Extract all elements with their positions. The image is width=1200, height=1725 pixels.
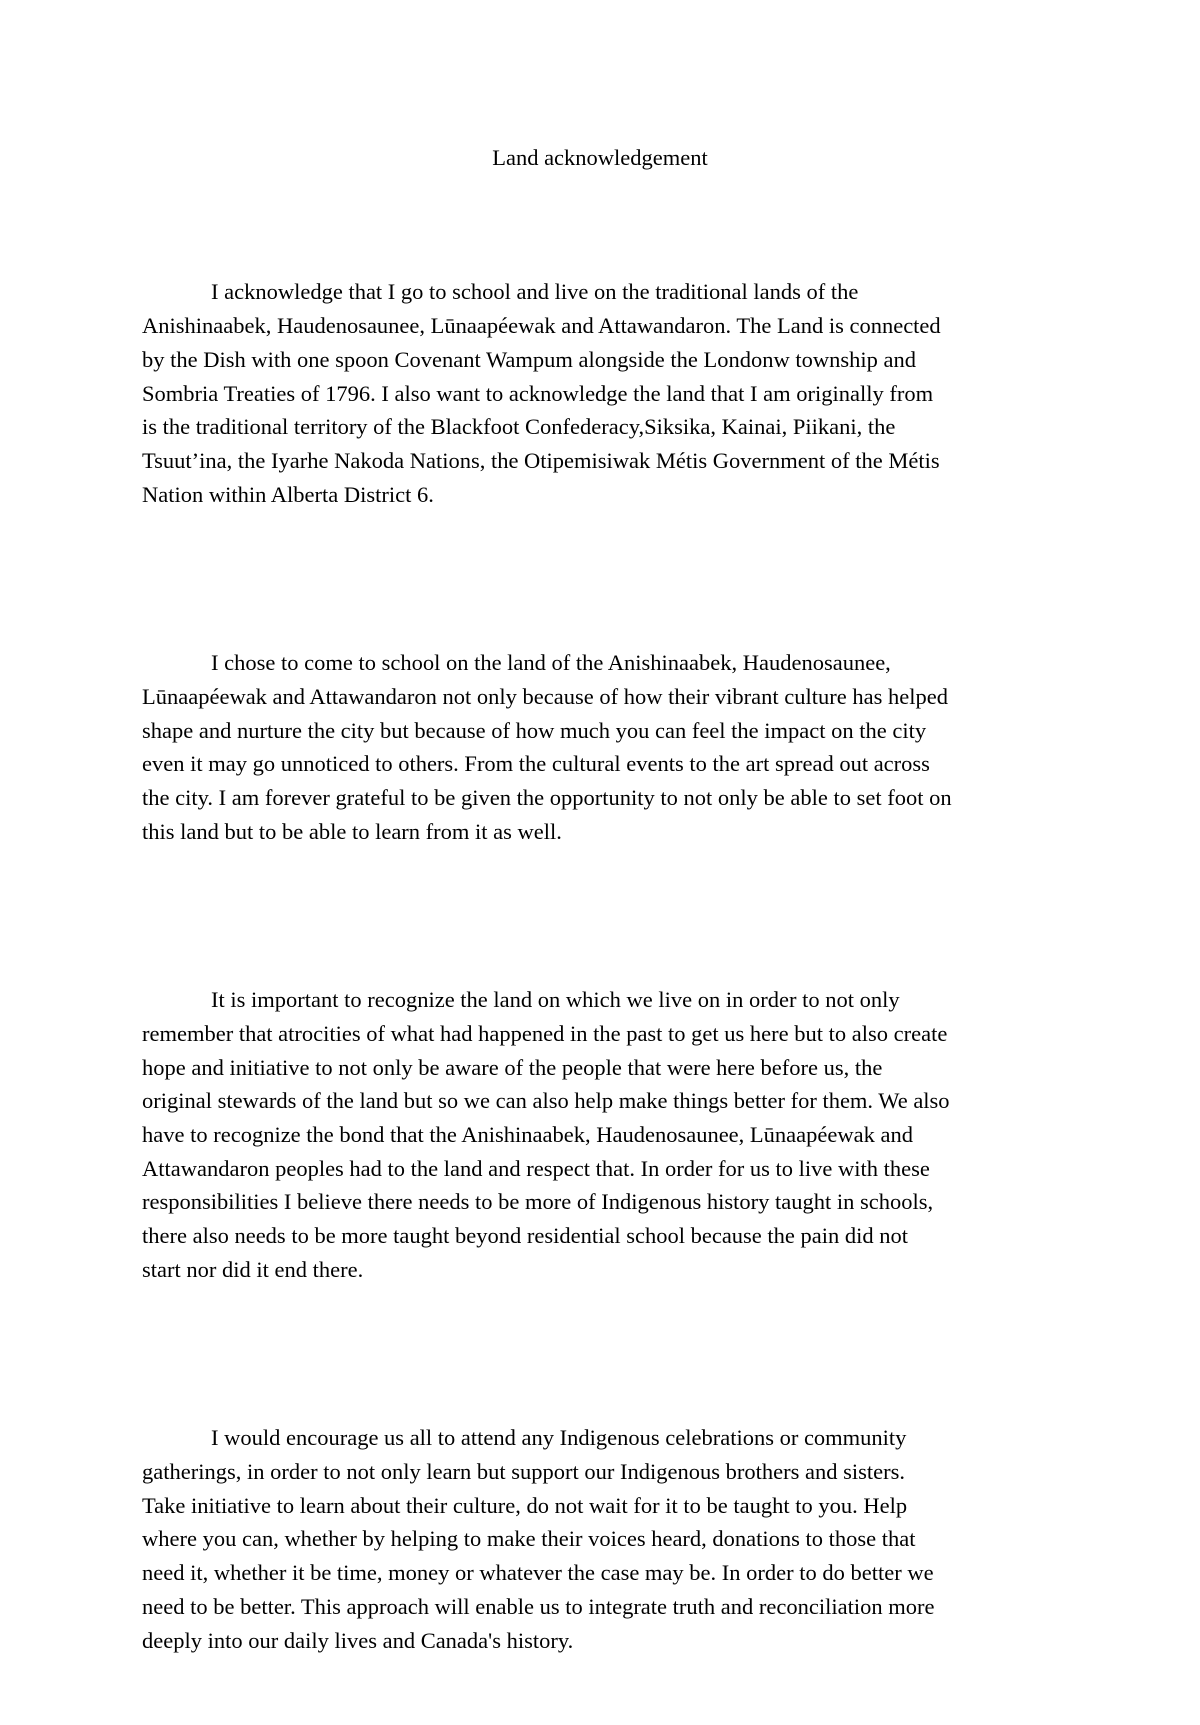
paragraph-line: have to recognize the bond that the Anishinaabek, Haudenosaunee, Lūnaapéewak and xyxy=(142,1121,913,1147)
paragraph-line: Anishinaabek, Haudenosaunee, Lūnaapéewak and Attawandaron. The Land is connected xyxy=(142,313,941,339)
paragraph-line: gatherings, in order to not only learn but support our Indigenous brothers and sisters. xyxy=(142,1459,905,1485)
paragraph-line: there also needs to be more taught beyond residential school because the pain did not xyxy=(142,1223,909,1249)
paragraph-line: Take initiative to learn about their culture, do not wait for it to be taught to you. Help xyxy=(142,1492,908,1518)
paragraph-line: It is important to recognize the land on which we live on in order to not only xyxy=(211,987,900,1013)
paragraph-3 xyxy=(142,916,1062,1354)
document-body xyxy=(142,208,1062,1725)
paragraph-line: Attawandaron peoples had to the land and respect that. In order for us to live with these xyxy=(142,1155,930,1181)
paragraph-line: Lūnaapéewak and Attawandaron not only because of how their vibrant culture has helped xyxy=(142,683,948,709)
paragraph-line: I would encourage us all to attend any Indigenous celebrations or community xyxy=(211,1425,907,1451)
document-title: Land acknowledgement xyxy=(492,145,708,170)
paragraph-line: need to be better. This approach will enable us to integrate truth and reconciliation more xyxy=(142,1593,935,1619)
paragraph-line: need it, whether it be time, money or whatever the case may be. In order to do better we xyxy=(142,1560,934,1586)
paragraph-line: Nation within Alberta District 6. xyxy=(142,481,434,507)
paragraph-line: start nor did it end there. xyxy=(142,1256,364,1282)
paragraph-line: Sombria Treaties of 1796. I also want to acknowledge the land that I am originally from xyxy=(142,380,934,406)
paragraph-line: deeply into our daily lives and Canada's history. xyxy=(142,1627,574,1653)
paragraph-line: Tsuut’ina, the Iyarhe Nakoda Nations, the Otipemisiwak Métis Government of the Métis xyxy=(142,447,940,473)
paragraph-line: I acknowledge that I go to school and live on the traditional lands of the xyxy=(211,279,859,305)
paragraph-line: hope and initiative to not only be aware of the people that were here before us, the xyxy=(142,1054,883,1080)
paragraph-line: original stewards of the land but so we can also help make things better for them. We also xyxy=(142,1088,950,1114)
paragraph-line: is the traditional territory of the Blackfoot Confederacy,Siksika, Kainai, Piikani, the xyxy=(142,414,896,440)
paragraph-1 xyxy=(142,208,1062,579)
paragraph-line: where you can, whether by helping to make their voices heard, donations to those that xyxy=(142,1526,916,1552)
paragraph-4 xyxy=(142,1354,1062,1725)
paragraph-line: I chose to come to school on the land of the Anishinaabek, Haudenosaunee, xyxy=(211,650,891,676)
paragraph-line: shape and nurture the city but because of how much you can feel the impact on the city xyxy=(142,717,927,743)
paragraph-line: responsibilities I believe there needs to be more of Indigenous history taught in schools, xyxy=(142,1189,934,1215)
paragraph-line: the city. I am forever grateful to be given the opportunity to not only be able to set foot on xyxy=(142,784,952,810)
paragraph-line: even it may go unnoticed to others. From the cultural events to the art spread out across xyxy=(142,751,930,777)
paragraph-line: by the Dish with one spoon Covenant Wampum alongside the Londonw township and xyxy=(142,346,916,372)
paragraph-line: this land but to be able to learn from it as well. xyxy=(142,818,562,844)
paragraph-line: remember that atrocities of what had happened in the past to get us here but to also create xyxy=(142,1020,948,1046)
paragraph-2 xyxy=(142,579,1062,916)
